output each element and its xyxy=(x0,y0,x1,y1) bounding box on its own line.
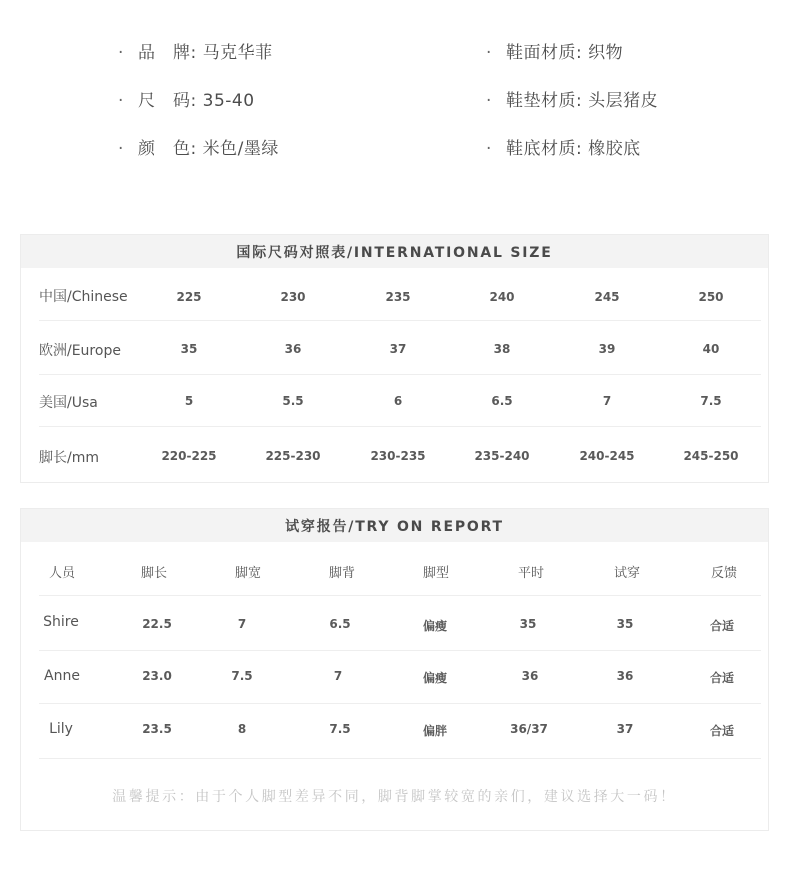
table-cell: 7.5 xyxy=(329,722,351,736)
info-upper-material: · 鞋面材质: 织物 xyxy=(486,43,624,63)
table-cell: 合适 xyxy=(709,619,734,633)
size-cell: 245 xyxy=(594,290,620,304)
table-cell: 37 xyxy=(616,722,634,736)
size-cell: 37 xyxy=(389,342,407,356)
table-cell: 7 xyxy=(237,617,247,631)
bullet-icon: · xyxy=(118,139,124,159)
try-on-header-row xyxy=(39,544,761,596)
size-chart-title: 国际尺码对照表/INTERNATIONAL SIZE xyxy=(21,235,768,268)
table-cell: 8 xyxy=(237,722,247,736)
size-cell: 225 xyxy=(176,290,202,304)
size-cell: 38 xyxy=(493,342,511,356)
info-size: · 尺 码: 35-40 xyxy=(118,91,255,111)
size-cell: 240-245 xyxy=(579,449,635,463)
table-cell: 7 xyxy=(333,669,343,683)
size-row-europe xyxy=(39,321,761,375)
size-cell: 225-230 xyxy=(265,449,321,463)
row-label: 脚长/mm xyxy=(39,450,99,466)
size-cell: 7 xyxy=(602,394,612,408)
bullet-icon: · xyxy=(486,91,492,111)
column-header: 脚型 xyxy=(422,566,449,581)
size-cell: 245-250 xyxy=(683,449,739,463)
size-cell: 250 xyxy=(698,290,724,304)
column-header: 平时 xyxy=(517,566,544,581)
tester-name: Shire xyxy=(43,614,79,630)
table-cell: 35 xyxy=(519,617,537,631)
size-cell: 6.5 xyxy=(491,394,513,408)
table-cell: 6.5 xyxy=(329,617,351,631)
table-cell: 35 xyxy=(616,617,634,631)
row-label: 中国/Chinese xyxy=(39,289,128,305)
info-sole-material: · 鞋底材质: 橡胶底 xyxy=(486,139,641,159)
size-cell: 36 xyxy=(284,342,302,356)
size-cell: 39 xyxy=(598,342,616,356)
table-cell: 23.0 xyxy=(142,669,172,683)
try-on-title: 试穿报告/TRY ON REPORT xyxy=(21,509,768,542)
column-header: 脚长 xyxy=(140,566,167,581)
tester-name: Lily xyxy=(49,721,73,737)
column-header: 试穿 xyxy=(613,566,640,581)
table-cell: 23.5 xyxy=(142,722,172,736)
size-row-usa xyxy=(39,375,761,427)
table-cell: 36/37 xyxy=(510,722,548,736)
size-cell: 230 xyxy=(280,290,306,304)
info-insole-material: · 鞋垫材质: 头层猪皮 xyxy=(486,91,659,111)
size-cell: 7.5 xyxy=(700,394,722,408)
size-cell: 5.5 xyxy=(282,394,304,408)
row-label: 欧洲/Europe xyxy=(39,343,121,359)
column-header: 脚背 xyxy=(328,566,355,581)
size-cell: 5 xyxy=(184,394,194,408)
try-on-row xyxy=(39,704,761,759)
bullet-icon: · xyxy=(118,43,124,63)
try-on-row xyxy=(39,596,761,651)
table-cell: 7.5 xyxy=(231,669,253,683)
tester-name: Anne xyxy=(44,668,80,684)
size-cell: 235 xyxy=(385,290,411,304)
bullet-icon: · xyxy=(118,91,124,111)
size-cell: 220-225 xyxy=(161,449,217,463)
size-cell: 230-235 xyxy=(370,449,426,463)
table-cell: 偏胖 xyxy=(422,724,447,738)
table-cell: 偏瘦 xyxy=(422,619,447,633)
try-on-report xyxy=(20,508,769,831)
info-color: · 颜 色: 米色/墨绿 xyxy=(118,139,279,159)
bullet-icon: · xyxy=(486,43,492,63)
size-tip: 温馨提示：由于个人脚型差异不同，脚背脚掌较宽的亲们，建议选择大一码！ xyxy=(112,789,677,805)
column-header: 脚宽 xyxy=(234,566,261,581)
info-brand: · 品 牌: 马克华菲 xyxy=(118,43,273,63)
size-cell: 235-240 xyxy=(474,449,530,463)
size-row-chinese xyxy=(39,269,761,321)
table-cell: 36 xyxy=(616,669,634,683)
size-cell: 240 xyxy=(489,290,515,304)
size-cell: 35 xyxy=(180,342,198,356)
row-label: 美国/Usa xyxy=(39,395,98,411)
size-row-foot-length xyxy=(39,427,761,482)
table-cell: 36 xyxy=(521,669,539,683)
table-cell: 偏瘦 xyxy=(422,671,447,685)
column-header: 反馈 xyxy=(710,566,737,581)
table-cell: 合适 xyxy=(709,724,734,738)
size-chart xyxy=(20,234,769,483)
size-cell: 6 xyxy=(393,394,403,408)
table-cell: 22.5 xyxy=(142,617,172,631)
column-header: 人员 xyxy=(48,566,75,581)
size-cell: 40 xyxy=(702,342,720,356)
table-cell: 合适 xyxy=(709,671,734,685)
try-on-row xyxy=(39,651,761,704)
bullet-icon: · xyxy=(486,139,492,159)
